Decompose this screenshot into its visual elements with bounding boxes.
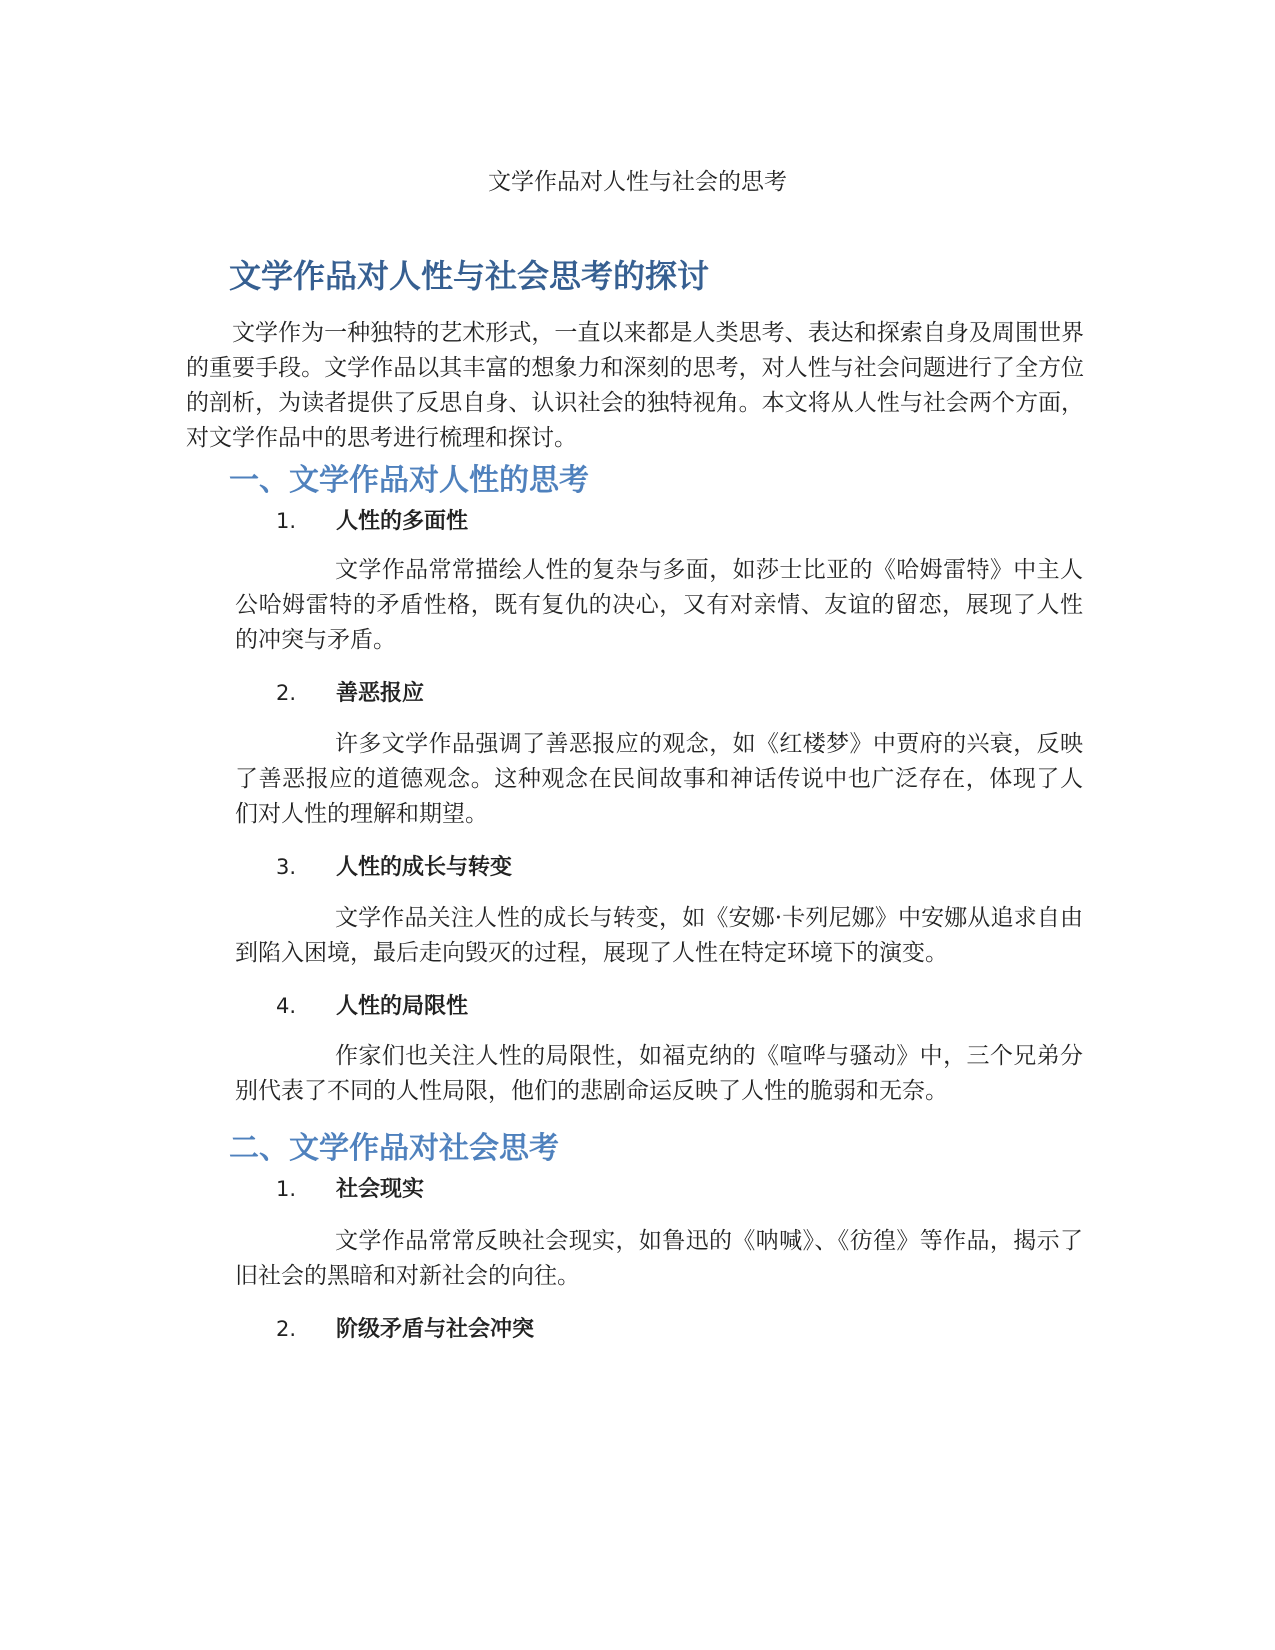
list-number: 3. [276,855,297,879]
list-item-heading [276,1172,424,1206]
section-heading-society: 二、文学作品对社会思考 [229,1131,559,1166]
list-item-title: 社会现实 [336,1177,425,1202]
list-item-body: 文学作品关注人性的成长与转变，如《安娜·卡列尼娜》中安娜从追求自由到陷入困境，最后走向毁灭的过程，展现了人性在特定环境下的演变。 [235,905,1083,966]
list-item-body: 文学作品常常描绘人性的复杂与多面，如莎士比亚的《哈姆雷特》中主人公哈姆雷特的矛盾性格，既有复仇的决心，又有对亲情、友谊的留恋，展现了人性的冲突与矛盾。 [235,557,1083,653]
list-item-heading [276,1312,534,1346]
list-number: 2. [276,1317,297,1341]
list-number: 2. [276,681,297,705]
intro-paragraph: 文学作为一种独特的艺术形式，一直以来都是人类思考、表达和探索自身及周围世界的重要手段。文学作品以其丰富的想象力和深刻的思考，对人性与社会问题进行了全方位的剖析，为读者提供了反思自身、认识社会的独特视角。本文将从人性与社会两个方面，对文学作品中的思考进行梳理和探讨。 [186,320,1084,451]
list-item-title: 人性的多面性 [336,509,469,534]
list-item-body: 许多文学作品强调了善恶报应的观念，如《红楼梦》中贾府的兴衰，反映了善恶报应的道德观念。这种观念在民间故事和神话传说中也广泛存在，体现了人们对人性的理解和期望。 [235,731,1083,827]
document-title: 文学作品对人性与社会的思考 [488,169,787,195]
list-item-title: 人性的成长与转变 [336,855,513,880]
list-item-title: 善恶报应 [336,681,425,706]
list-item-body: 文学作品常常反映社会现实，如鲁迅的《呐喊》、《彷徨》等作品，揭示了旧社会的黑暗和对新社会的向往。 [235,1228,1083,1289]
list-number: 1. [276,1177,297,1201]
list-item-title: 人性的局限性 [336,994,469,1019]
list-item-heading [276,504,468,538]
list-item-heading [276,989,468,1023]
main-heading: 文学作品对人性与社会思考的探讨 [229,257,710,295]
list-number: 1. [276,509,297,533]
list-number: 4. [276,994,297,1018]
list-item-heading [276,850,512,884]
list-item-heading [276,676,424,710]
list-item-body: 作家们也关注人性的局限性，如福克纳的《喧哗与骚动》中，三个兄弟分别代表了不同的人性局限，他们的悲剧命运反映了人性的脆弱和无奈。 [235,1043,1083,1104]
list-item-title: 阶级矛盾与社会冲突 [336,1317,535,1342]
section-heading-human-nature: 一、文学作品对人性的思考 [229,463,589,498]
